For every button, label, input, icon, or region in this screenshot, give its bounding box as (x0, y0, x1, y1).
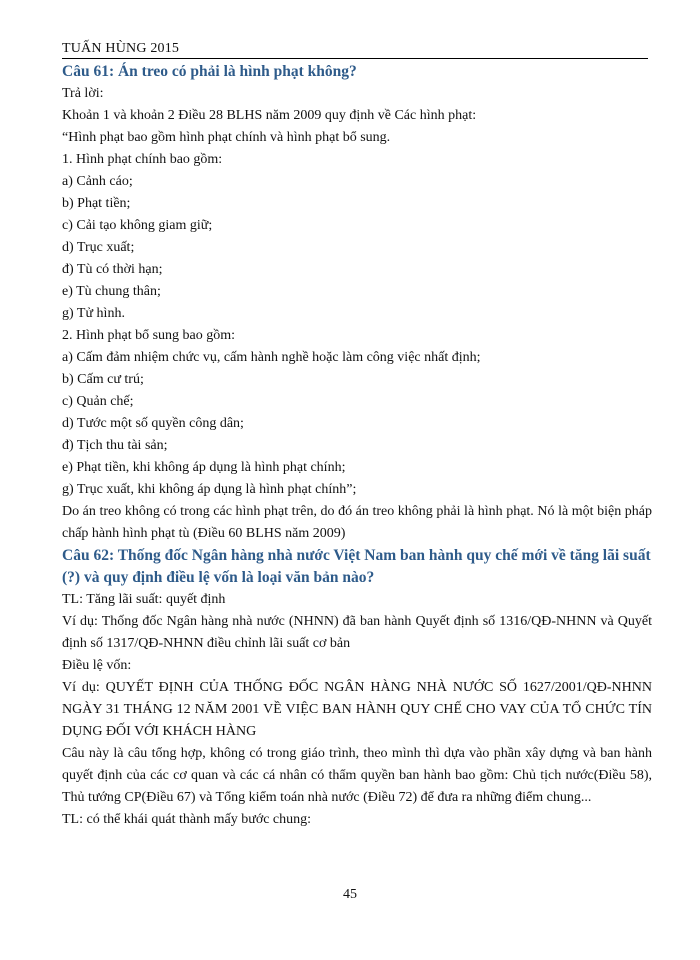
answer-line: c) Quản chế; (62, 394, 134, 409)
answer-line: d) Tước một số quyền công dân; (62, 416, 244, 431)
page-content (62, 61, 652, 831)
question-61-answer (62, 83, 652, 501)
question-62-example-2: Ví dụ: QUYẾT ĐỊNH CỦA THỐNG ĐỐC NGÂN HÀNG NHÀ NƯỚC SỐ 1627/2001/QĐ-NHNN NGÀY 31 THÁNG 12 NĂM 2001 VỀ VIỆC BAN HÀNH QUY CHẾ CHO VAY CỦA TỔ CHỨC TÍN DỤNG ĐỐI VỚI KHÁCH HÀNG (62, 680, 652, 739)
answer-line: đ) Tù có thời hạn; (62, 262, 163, 277)
answer-line: 1. Hình phạt chính bao gồm: (62, 152, 223, 167)
answer-line: “Hình phạt bao gồm hình phạt chính và hình phạt bổ sung. (62, 130, 391, 145)
answer-line: g) Tử hình. (62, 306, 125, 321)
question-62-example-1: Ví dụ: Thống đốc Ngân hàng nhà nước (NHNN) đã ban hành Quyết định số 1316/QĐ-NHNN và Quyết định số 1317/QĐ-NHNN điều chỉnh lãi suất cơ bản (62, 614, 652, 651)
answer-line: d) Trục xuất; (62, 240, 135, 255)
answer-line: g) Trục xuất, khi không áp dụng là hình phạt chính”; (62, 482, 357, 497)
answer-line: Trả lời: (62, 86, 104, 101)
answer-line: a) Cảnh cáo; (62, 174, 133, 189)
answer-line: b) Phạt tiền; (62, 196, 131, 211)
answer-line: c) Cải tạo không giam giữ; (62, 218, 213, 233)
question-62-title: Câu 62: Thống đốc Ngân hàng nhà nước Việt Nam ban hành quy chế mới về tăng lãi suất (?) và quy định điều lệ vốn là loại văn bản nào? (62, 547, 651, 586)
question-62-final: TL: có thể khái quát thành mấy bước chung: (62, 812, 312, 827)
question-62-charter-label: Điều lệ vốn: (62, 658, 132, 673)
question-61-title: Câu 61: Án treo có phải là hình phạt không? (62, 63, 357, 80)
question-62-answer: TL: Tăng lãi suất: quyết định (62, 592, 226, 607)
answer-line: Khoản 1 và khoản 2 Điều 28 BLHS năm 2009 quy định về Các hình phạt: (62, 108, 477, 123)
question-61-conclusion: Do án treo không có trong các hình phạt trên, do đó án treo không phải là hình phạt. Nó là một biện pháp chấp hành hình phạt tù (Điều 60 BLHS năm 2009) (62, 504, 652, 541)
page-number: 45 (343, 887, 357, 902)
page-header: TUẤN HÙNG 2015 (62, 41, 648, 59)
answer-line: b) Cấm cư trú; (62, 372, 144, 387)
answer-line: a) Cấm đảm nhiệm chức vụ, cấm hành nghề hoặc làm công việc nhất định; (62, 350, 481, 365)
answer-line: e) Tù chung thân; (62, 284, 161, 299)
question-62-note: Câu này là câu tổng hợp, không có trong giáo trình, theo mình thì dựa vào phần xây dựng và ban hành quyết định của các cơ quan và các cá nhân có thẩm quyền ban hành bao gồm: Chủ tịch nước(Điều 58), Thủ tướng CP(Điều 67) và Tổng kiểm toán nhà nước (Điều 72) để đưa ra những điểm chung... (62, 746, 652, 805)
answer-line: e) Phạt tiền, khi không áp dụng là hình phạt chính; (62, 460, 346, 475)
answer-line: đ) Tịch thu tài sản; (62, 438, 168, 453)
answer-line: 2. Hình phạt bổ sung bao gồm: (62, 328, 236, 343)
